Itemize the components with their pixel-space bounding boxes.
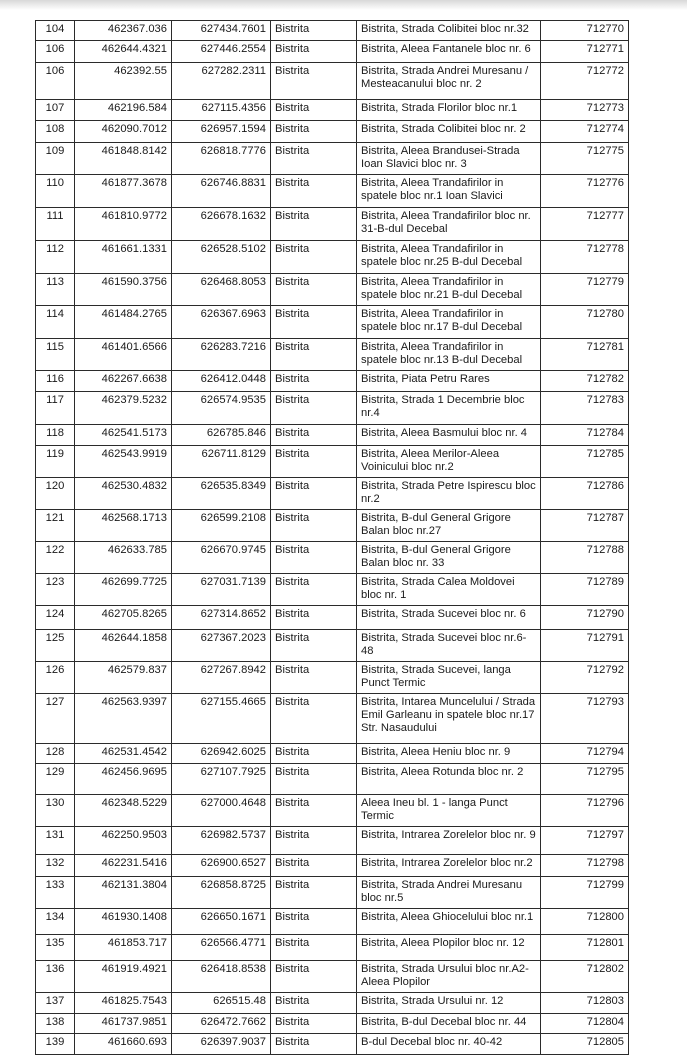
table-row xyxy=(36,855,629,877)
address-cell: B-dul Decebal bloc nr. 40-42 xyxy=(357,1034,541,1055)
address-cell: Bistrita, B-dul General Grigore Balan bloc nr.27 xyxy=(357,510,541,542)
locality-cell: Bistrita xyxy=(271,143,357,175)
coordinate-y-cell: 626528.5102 xyxy=(172,241,271,274)
locality-cell: Bistrita xyxy=(271,510,357,542)
siruta-code-cell: 712790 xyxy=(541,606,629,630)
coordinate-y-cell: 626367.6963 xyxy=(172,306,271,339)
address-cell: Bistrita, Intarea Muncelului / Strada Emil Garleanu in spatele bloc nr.17 Str. Nasaudului xyxy=(357,694,541,744)
locality-cell: Bistrita xyxy=(271,542,357,574)
siruta-code-cell: 712789 xyxy=(541,574,629,606)
locality-cell: Bistrita xyxy=(271,392,357,425)
coordinate-y-cell: 627314.8652 xyxy=(172,606,271,630)
row-number-cell: 104 xyxy=(36,21,75,41)
table-row xyxy=(36,574,629,606)
coordinate-y-cell: 626535.8349 xyxy=(172,478,271,510)
siruta-code-cell: 712793 xyxy=(541,694,629,744)
coordinate-x-cell: 462579.837 xyxy=(75,662,172,694)
coordinate-x-cell: 462563.9397 xyxy=(75,694,172,744)
table-row xyxy=(36,371,629,392)
table-row xyxy=(36,795,629,827)
table-row xyxy=(36,446,629,478)
locality-cell: Bistrita xyxy=(271,993,357,1014)
coordinate-y-cell: 626515.48 xyxy=(172,993,271,1014)
siruta-code-cell: 712802 xyxy=(541,961,629,993)
locality-cell: Bistrita xyxy=(271,1014,357,1034)
row-number-cell: 115 xyxy=(36,339,75,371)
row-number-cell: 136 xyxy=(36,961,75,993)
row-number-cell: 128 xyxy=(36,744,75,764)
row-number-cell: 114 xyxy=(36,306,75,339)
coordinate-x-cell: 461590.3756 xyxy=(75,274,172,306)
coordinate-x-cell: 461919.4921 xyxy=(75,961,172,993)
siruta-code-cell: 712798 xyxy=(541,855,629,877)
siruta-code-cell: 712801 xyxy=(541,935,629,961)
locality-cell: Bistrita xyxy=(271,855,357,877)
coordinate-x-cell: 462541.5173 xyxy=(75,425,172,446)
address-cell: Bistrita, Aleea Merilor-Aleea Voinicului bloc nr.2 xyxy=(357,446,541,478)
table-row xyxy=(36,425,629,446)
coordinate-y-cell: 627282.2311 xyxy=(172,63,271,100)
coordinate-x-cell: 462379.5232 xyxy=(75,392,172,425)
locality-cell: Bistrita xyxy=(271,274,357,306)
coordinate-x-cell: 462250.9503 xyxy=(75,827,172,855)
locality-cell: Bistrita xyxy=(271,935,357,961)
locality-cell: Bistrita xyxy=(271,121,357,143)
coordinate-x-cell: 462456.9695 xyxy=(75,764,172,795)
table-row xyxy=(36,935,629,961)
coordinate-y-cell: 626418.8538 xyxy=(172,961,271,993)
table-row xyxy=(36,143,629,175)
locality-cell: Bistrita xyxy=(271,41,357,63)
address-cell: Bistrita, Aleea Trandafirilor in spatele bloc nr.1 Ioan Slavici xyxy=(357,175,541,208)
coordinate-y-cell: 626650.1671 xyxy=(172,909,271,935)
address-cell: Bistrita, Strada Sucevei bloc nr.6-48 xyxy=(357,630,541,662)
table-row xyxy=(36,21,629,41)
coordinate-y-cell: 626711.8129 xyxy=(172,446,271,478)
coordinate-y-cell: 627000.4648 xyxy=(172,795,271,827)
locality-cell: Bistrita xyxy=(271,478,357,510)
table-row xyxy=(36,1034,629,1055)
siruta-code-cell: 712777 xyxy=(541,208,629,241)
coordinate-x-cell: 462231.5416 xyxy=(75,855,172,877)
table-row xyxy=(36,961,629,993)
locality-cell: Bistrita xyxy=(271,630,357,662)
address-cell: Bistrita, Strada Petre Ispirescu bloc nr.2 xyxy=(357,478,541,510)
row-number-cell: 107 xyxy=(36,100,75,121)
siruta-code-cell: 712797 xyxy=(541,827,629,855)
coordinate-y-cell: 626472.7662 xyxy=(172,1014,271,1034)
table-row xyxy=(36,993,629,1014)
address-cell: Bistrita, Strada Andrei Muresanu bloc nr.5 xyxy=(357,877,541,909)
row-number-cell: 134 xyxy=(36,909,75,935)
address-cell: Bistrita, Piata Petru Rares xyxy=(357,371,541,392)
address-cell: Bistrita, Intrarea Zorelelor bloc nr. 9 xyxy=(357,827,541,855)
siruta-code-cell: 712779 xyxy=(541,274,629,306)
locality-cell: Bistrita xyxy=(271,795,357,827)
coordinate-y-cell: 626397.9037 xyxy=(172,1034,271,1055)
locality-cell: Bistrita xyxy=(271,371,357,392)
siruta-code-cell: 712805 xyxy=(541,1034,629,1055)
locality-cell: Bistrita xyxy=(271,339,357,371)
coordinate-x-cell: 462699.7725 xyxy=(75,574,172,606)
coordinate-x-cell: 462633.785 xyxy=(75,542,172,574)
row-number-cell: 116 xyxy=(36,371,75,392)
table-row xyxy=(36,121,629,143)
siruta-code-cell: 712792 xyxy=(541,662,629,694)
coordinate-x-cell: 461848.8142 xyxy=(75,143,172,175)
address-coordinates-table xyxy=(35,20,629,1055)
row-number-cell: 119 xyxy=(36,446,75,478)
top-edge-shadow xyxy=(0,0,687,10)
address-cell: Bistrita, B-dul General Grigore Balan bloc nr. 33 xyxy=(357,542,541,574)
locality-cell: Bistrita xyxy=(271,827,357,855)
locality-cell: Bistrita xyxy=(271,744,357,764)
table-row xyxy=(36,909,629,935)
row-number-cell: 139 xyxy=(36,1034,75,1055)
row-number-cell: 123 xyxy=(36,574,75,606)
coordinate-y-cell: 627115.4356 xyxy=(172,100,271,121)
address-cell: Bistrita, Strada Ursului nr. 12 xyxy=(357,993,541,1014)
table-row xyxy=(36,877,629,909)
row-number-cell: 127 xyxy=(36,694,75,744)
siruta-code-cell: 712788 xyxy=(541,542,629,574)
table-row xyxy=(36,606,629,630)
row-number-cell: 111 xyxy=(36,208,75,241)
address-cell: Bistrita, Aleea Fantanele bloc nr. 6 xyxy=(357,41,541,63)
address-cell: Bistrita, Aleea Rotunda bloc nr. 2 xyxy=(357,764,541,795)
siruta-code-cell: 712786 xyxy=(541,478,629,510)
table-row xyxy=(36,827,629,855)
coordinate-x-cell: 462705.8265 xyxy=(75,606,172,630)
table-row xyxy=(36,241,629,274)
table-row xyxy=(36,63,629,100)
row-number-cell: 138 xyxy=(36,1014,75,1034)
siruta-code-cell: 712785 xyxy=(541,446,629,478)
siruta-code-cell: 712787 xyxy=(541,510,629,542)
coordinate-x-cell: 462530.4832 xyxy=(75,478,172,510)
siruta-code-cell: 712776 xyxy=(541,175,629,208)
siruta-code-cell: 712791 xyxy=(541,630,629,662)
row-number-cell: 121 xyxy=(36,510,75,542)
table-row xyxy=(36,175,629,208)
locality-cell: Bistrita xyxy=(271,63,357,100)
locality-cell: Bistrita xyxy=(271,1034,357,1055)
siruta-code-cell: 712775 xyxy=(541,143,629,175)
row-number-cell: 131 xyxy=(36,827,75,855)
address-cell: Bistrita, Aleea Trandafirilor in spatele bloc nr.25 B-dul Decebal xyxy=(357,241,541,274)
row-number-cell: 129 xyxy=(36,764,75,795)
address-cell: Bistrita, Aleea Plopilor bloc nr. 12 xyxy=(357,935,541,961)
siruta-code-cell: 712774 xyxy=(541,121,629,143)
coordinate-y-cell: 626574.9535 xyxy=(172,392,271,425)
locality-cell: Bistrita xyxy=(271,175,357,208)
row-number-cell: 118 xyxy=(36,425,75,446)
table-row xyxy=(36,478,629,510)
coordinate-y-cell: 626982.5737 xyxy=(172,827,271,855)
coordinate-x-cell: 462392.55 xyxy=(75,63,172,100)
siruta-code-cell: 712770 xyxy=(541,21,629,41)
siruta-code-cell: 712780 xyxy=(541,306,629,339)
table-row xyxy=(36,542,629,574)
coordinate-x-cell: 461930.1408 xyxy=(75,909,172,935)
coordinate-y-cell: 626283.7216 xyxy=(172,339,271,371)
address-cell: Bistrita, Strada Sucevei, langa Punct Termic xyxy=(357,662,541,694)
coordinate-x-cell: 461660.693 xyxy=(75,1034,172,1055)
address-cell: Bistrita, Strada Andrei Muresanu / Mesteacanului bloc nr. 2 xyxy=(357,63,541,100)
coordinate-x-cell: 461661.1331 xyxy=(75,241,172,274)
coordinate-y-cell: 627446.2554 xyxy=(172,41,271,63)
siruta-code-cell: 712778 xyxy=(541,241,629,274)
coordinate-y-cell: 626858.8725 xyxy=(172,877,271,909)
row-number-cell: 135 xyxy=(36,935,75,961)
table-row xyxy=(36,744,629,764)
table-row xyxy=(36,306,629,339)
coordinate-x-cell: 462131.3804 xyxy=(75,877,172,909)
coordinate-y-cell: 626412.0448 xyxy=(172,371,271,392)
locality-cell: Bistrita xyxy=(271,662,357,694)
locality-cell: Bistrita xyxy=(271,100,357,121)
row-number-cell: 113 xyxy=(36,274,75,306)
address-cell: Bistrita, Aleea Trandafirilor bloc nr. 31-B-dul Decebal xyxy=(357,208,541,241)
locality-cell: Bistrita xyxy=(271,574,357,606)
table-row xyxy=(36,630,629,662)
coordinate-x-cell: 461484.2765 xyxy=(75,306,172,339)
table-row xyxy=(36,764,629,795)
locality-cell: Bistrita xyxy=(271,208,357,241)
coordinate-y-cell: 626818.7776 xyxy=(172,143,271,175)
coordinate-y-cell: 626678.1632 xyxy=(172,208,271,241)
address-cell: Bistrita, Strada 1 Decembrie bloc nr.4 xyxy=(357,392,541,425)
siruta-code-cell: 712794 xyxy=(541,744,629,764)
siruta-code-cell: 712784 xyxy=(541,425,629,446)
table-row xyxy=(36,510,629,542)
siruta-code-cell: 712773 xyxy=(541,100,629,121)
row-number-cell: 110 xyxy=(36,175,75,208)
coordinate-y-cell: 626670.9745 xyxy=(172,542,271,574)
address-cell: Aleea Ineu bl. 1 - langa Punct Termic xyxy=(357,795,541,827)
siruta-code-cell: 712803 xyxy=(541,993,629,1014)
coordinate-y-cell: 626900.6527 xyxy=(172,855,271,877)
siruta-code-cell: 712782 xyxy=(541,371,629,392)
coordinate-x-cell: 462568.1713 xyxy=(75,510,172,542)
address-cell: Bistrita, Aleea Basmului bloc nr. 4 xyxy=(357,425,541,446)
table-row xyxy=(36,274,629,306)
table-row xyxy=(36,41,629,63)
address-cell: Bistrita, Strada Sucevei bloc nr. 6 xyxy=(357,606,541,630)
locality-cell: Bistrita xyxy=(271,606,357,630)
coordinate-y-cell: 626566.4771 xyxy=(172,935,271,961)
row-number-cell: 125 xyxy=(36,630,75,662)
coordinate-x-cell: 461737.9851 xyxy=(75,1014,172,1034)
coordinate-y-cell: 627107.7925 xyxy=(172,764,271,795)
row-number-cell: 109 xyxy=(36,143,75,175)
coordinate-x-cell: 461877.3678 xyxy=(75,175,172,208)
address-cell: Bistrita, Aleea Heniu bloc nr. 9 xyxy=(357,744,541,764)
locality-cell: Bistrita xyxy=(271,877,357,909)
coordinate-y-cell: 626957.1594 xyxy=(172,121,271,143)
coordinate-x-cell: 462267.6638 xyxy=(75,371,172,392)
coordinate-x-cell: 462348.5229 xyxy=(75,795,172,827)
coordinate-y-cell: 626468.8053 xyxy=(172,274,271,306)
locality-cell: Bistrita xyxy=(271,21,357,41)
coordinate-y-cell: 626942.6025 xyxy=(172,744,271,764)
row-number-cell: 132 xyxy=(36,855,75,877)
coordinate-y-cell: 626785.846 xyxy=(172,425,271,446)
siruta-code-cell: 712796 xyxy=(541,795,629,827)
table-row xyxy=(36,392,629,425)
locality-cell: Bistrita xyxy=(271,694,357,744)
coordinate-x-cell: 462196.584 xyxy=(75,100,172,121)
row-number-cell: 106 xyxy=(36,41,75,63)
siruta-code-cell: 712772 xyxy=(541,63,629,100)
row-number-cell: 122 xyxy=(36,542,75,574)
row-number-cell: 126 xyxy=(36,662,75,694)
locality-cell: Bistrita xyxy=(271,446,357,478)
address-cell: Bistrita, Strada Florilor bloc nr.1 xyxy=(357,100,541,121)
address-cell: Bistrita, Strada Ursului bloc nr.A2-Aleea Plopilor xyxy=(357,961,541,993)
row-number-cell: 124 xyxy=(36,606,75,630)
table-row xyxy=(36,1014,629,1034)
coordinate-x-cell: 462543.9919 xyxy=(75,446,172,478)
row-number-cell: 130 xyxy=(36,795,75,827)
row-number-cell: 117 xyxy=(36,392,75,425)
row-number-cell: 108 xyxy=(36,121,75,143)
coordinate-x-cell: 462531.4542 xyxy=(75,744,172,764)
table-row xyxy=(36,208,629,241)
locality-cell: Bistrita xyxy=(271,764,357,795)
address-cell: Bistrita, Strada Colibitei bloc nr.32 xyxy=(357,21,541,41)
row-number-cell: 133 xyxy=(36,877,75,909)
address-cell: Bistrita, Aleea Trandafirilor in spatele bloc nr.21 B-dul Decebal xyxy=(357,274,541,306)
siruta-code-cell: 712800 xyxy=(541,909,629,935)
table-row xyxy=(36,694,629,744)
locality-cell: Bistrita xyxy=(271,961,357,993)
coordinate-x-cell: 462367.036 xyxy=(75,21,172,41)
row-number-cell: 106 xyxy=(36,63,75,100)
coordinate-x-cell: 461810.9772 xyxy=(75,208,172,241)
coordinate-x-cell: 462090.7012 xyxy=(75,121,172,143)
row-number-cell: 137 xyxy=(36,993,75,1014)
siruta-code-cell: 712771 xyxy=(541,41,629,63)
table-row xyxy=(36,100,629,121)
coordinate-y-cell: 627267.8942 xyxy=(172,662,271,694)
row-number-cell: 112 xyxy=(36,241,75,274)
address-cell: Bistrita, Strada Colibitei bloc nr. 2 xyxy=(357,121,541,143)
address-cell: Bistrita, Aleea Trandafirilor in spatele bloc nr.13 B-dul Decebal xyxy=(357,339,541,371)
siruta-code-cell: 712781 xyxy=(541,339,629,371)
table-row xyxy=(36,662,629,694)
address-cell: Bistrita, B-dul Decebal bloc nr. 44 xyxy=(357,1014,541,1034)
locality-cell: Bistrita xyxy=(271,306,357,339)
siruta-code-cell: 712783 xyxy=(541,392,629,425)
row-number-cell: 120 xyxy=(36,478,75,510)
siruta-code-cell: 712804 xyxy=(541,1014,629,1034)
siruta-code-cell: 712795 xyxy=(541,764,629,795)
locality-cell: Bistrita xyxy=(271,425,357,446)
table-body xyxy=(36,21,629,1055)
address-cell: Bistrita, Strada Calea Moldovei bloc nr. 1 xyxy=(357,574,541,606)
address-cell: Bistrita, Aleea Brandusei-Strada Ioan Slavici bloc nr. 3 xyxy=(357,143,541,175)
locality-cell: Bistrita xyxy=(271,909,357,935)
coordinate-y-cell: 627155.4665 xyxy=(172,694,271,744)
coordinate-y-cell: 627031.7139 xyxy=(172,574,271,606)
coordinate-x-cell: 461825.7543 xyxy=(75,993,172,1014)
locality-cell: Bistrita xyxy=(271,241,357,274)
coordinate-y-cell: 626746.8831 xyxy=(172,175,271,208)
address-cell: Bistrita, Aleea Ghiocelului bloc nr.1 xyxy=(357,909,541,935)
siruta-code-cell: 712799 xyxy=(541,877,629,909)
coordinate-x-cell: 461401.6566 xyxy=(75,339,172,371)
address-cell: Bistrita, Aleea Trandafirilor in spatele bloc nr.17 B-dul Decebal xyxy=(357,306,541,339)
coordinate-x-cell: 461853.717 xyxy=(75,935,172,961)
coordinate-y-cell: 627434.7601 xyxy=(172,21,271,41)
coordinate-y-cell: 627367.2023 xyxy=(172,630,271,662)
coordinate-y-cell: 626599.2108 xyxy=(172,510,271,542)
coordinate-x-cell: 462644.1858 xyxy=(75,630,172,662)
coordinate-x-cell: 462644.4321 xyxy=(75,41,172,63)
table-row xyxy=(36,339,629,371)
address-cell: Bistrita, Intrarea Zorelelor bloc nr.2 xyxy=(357,855,541,877)
